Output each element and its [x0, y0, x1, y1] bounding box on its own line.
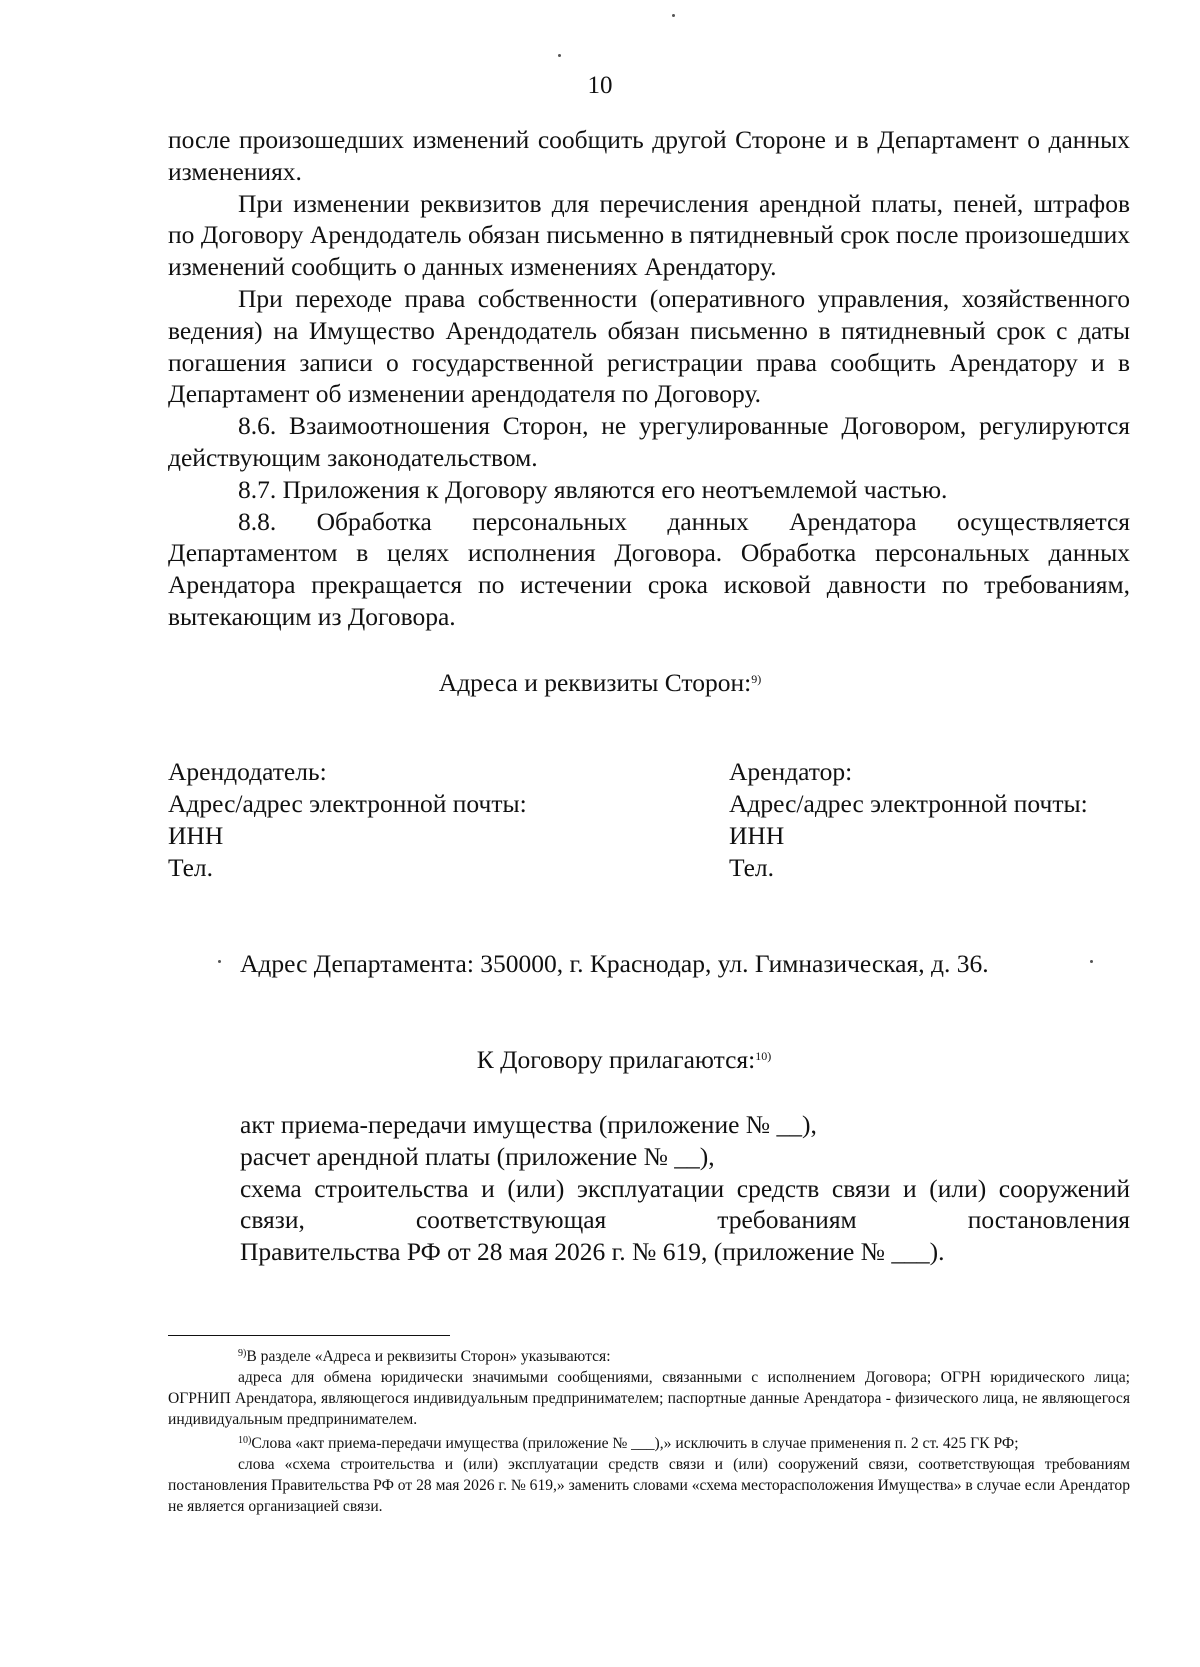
lessee-phone-label: Тел.: [729, 853, 775, 882]
paragraph-8-8: 8.8. Обработка персональных данных Арендатора осуществляется Департаментом в целях исполнения Договора. Обработка персональных данных Арендатора прекращается по истечении срока исковой давности по требованиям, вытекающим из Договора.: [168, 506, 1130, 631]
page-number: 10: [587, 72, 613, 99]
attachments-list: [240, 1109, 1130, 1268]
department-address: Адрес Департамента: 350000, г. Краснодар, ул. Гимназическая, д. 36.: [240, 949, 989, 978]
paragraph-8-6: 8.6. Взаимоотношения Сторон, не урегулированные Договором, регулируются действующим законодательством.: [168, 411, 1130, 472]
footnote-10-marker: 10): [238, 1435, 252, 1446]
lessor-phone-label: Тел.: [168, 853, 214, 882]
scan-speck: [218, 960, 221, 963]
footnotes: [168, 1343, 1130, 1517]
footnote-9-heading-text: В разделе «Адреса и реквизиты Сторон» указываются:: [246, 1348, 611, 1365]
attachment-item-rent-calculation: расчет арендной платы (приложение № __),: [240, 1141, 715, 1171]
scan-speck: [1090, 960, 1093, 963]
footnote-separator: [168, 1335, 450, 1336]
footnote-9-marker: 9): [238, 1348, 247, 1359]
lessee-address-label: Адрес/адрес электронной почты:: [729, 789, 1088, 818]
footnote-9-heading: [168, 1343, 1130, 1367]
lessee-title: Арендатор:: [729, 757, 853, 786]
lessor-inn-label: ИНН: [168, 821, 224, 850]
attachment-item-scheme-continued: Правительства РФ от 28 мая 2026 г. № 619, (приложение № ___).: [240, 1237, 945, 1267]
footnote-ref-9: 9): [751, 672, 762, 686]
footnote-10-first: [168, 1430, 1130, 1454]
addresses-heading: [0, 668, 1200, 698]
paragraph-8-7: 8.7. Приложения к Договору являются его неотъемлемой частью.: [238, 474, 948, 504]
addresses-heading-text: Адреса и реквизиты Сторон:: [438, 668, 752, 697]
body-text: [168, 124, 1130, 633]
attachments-heading-text: К Договору прилагаются:: [476, 1045, 756, 1074]
footnote-10-text-2: слова «схема строительства и (или) эксплуатации средств связи и (или) сооружений связи, соответствующая требованиям постановления Правительства РФ от 28 мая 2026 г. № 619,» заменить словами «схема месторасположения Имущества» в случае если Арендатор не является организацией связи.: [168, 1456, 1130, 1515]
paragraph-continuation: после произошедших изменений сообщить другой Стороне и в Департамент о данных изменениях.: [168, 125, 1130, 186]
attachments-heading: [0, 1045, 1200, 1075]
attachment-item-act: акт приема-передачи имущества (приложение № __),: [240, 1110, 817, 1139]
lessee-block: [729, 756, 1088, 884]
lessor-block: [168, 756, 527, 884]
scan-speck: [558, 54, 561, 57]
lessor-address-label: Адрес/адрес электронной почты:: [168, 789, 527, 818]
paragraph-requisites-change: При изменении реквизитов для перечисления арендной платы, пеней, штрафов по Договору Арендодатель обязан письменно в пятидневный срок после произошедших изменений сообщить о данных изменениях Арендатору.: [168, 188, 1130, 282]
scan-speck: [672, 14, 675, 17]
footnote-10-text-1: Слова «акт приема-передачи имущества (приложение № ___),» исключить в случае применения п. 2 ст. 425 ГК РФ;: [251, 1435, 1019, 1452]
footnote-9-text: адреса для обмена юридически значимыми сообщениями, связанными с исполнением Договора; ОГРН юридического лица; ОГРНИП Арендатора, являющегося индивидуальным предпринимателем; паспортные данные Арендатора - физического лица, не являющегося индивидуальным предпринимателем.: [168, 1369, 1130, 1428]
lessor-title: Арендодатель:: [168, 757, 327, 786]
paragraph-ownership-transfer: При переходе права собственности (оперативного управления, хозяйственного ведения) на Имущество Арендодатель обязан письменно в пятидневный срок с даты погашения записи о государственной регистрации права сообщить Арендатору и в Департамент об изменении арендодателя по Договору.: [168, 283, 1130, 409]
lessee-inn-label: ИНН: [729, 821, 785, 850]
attachment-item-scheme: схема строительства и (или) эксплуатации средств связи и (или) сооружений связи, соответствующая требованиям постановления: [240, 1173, 1130, 1235]
footnote-ref-10: 10): [755, 1049, 772, 1063]
